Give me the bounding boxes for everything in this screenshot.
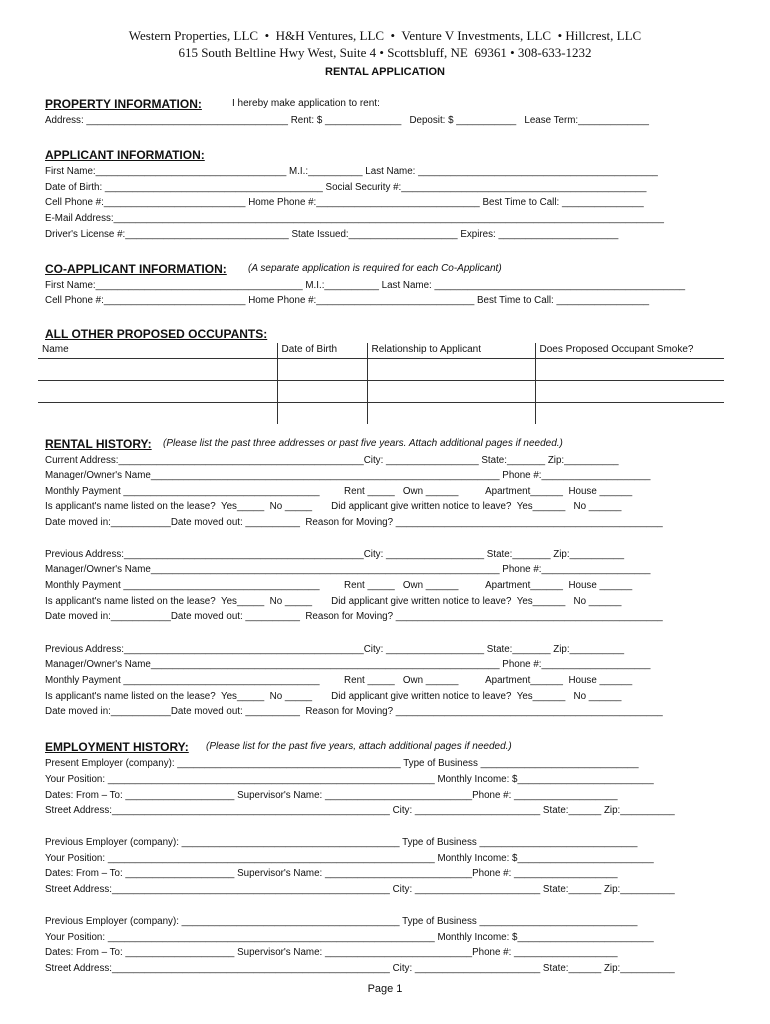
previous-address-line[interactable]: Previous Address:____________________________________________City: __________________ State:_______ Zip:__________ bbox=[45, 644, 625, 655]
applicant-email-line[interactable]: E-Mail Address:_____________________________________________________________________________________________________ bbox=[45, 213, 664, 224]
coapplicant-name-line[interactable]: First Name:______________________________________ M.I.:__________ Last Name: ______________________________________________ bbox=[45, 280, 686, 291]
previous-manager-line[interactable]: Manager/Owner's Name________________________________________________________________ Phone #:____________________ bbox=[45, 564, 651, 575]
employer-line[interactable]: Previous Employer (company): ________________________________________ Type of Business _____________________________ bbox=[45, 916, 638, 927]
previous-dates-line[interactable]: Date moved in:___________Date moved out: __________ Reason for Moving? _________________________________________________ bbox=[45, 611, 663, 622]
previous-payment-line[interactable]: Monthly Payment ____________________________________ Rent _____ Own ______ Apartment______ House ______ bbox=[45, 580, 633, 591]
rental-history-note: (Please list the past three addresses or past five years. Attach additional pages if needed.) bbox=[163, 438, 563, 449]
coapplicant-heading: CO-APPLICANT INFORMATION: bbox=[45, 262, 227, 276]
previous-address-line[interactable]: Previous Address:____________________________________________City: __________________ State:_______ Zip:__________ bbox=[45, 549, 625, 560]
occupant-relationship-cell[interactable] bbox=[367, 402, 535, 424]
occupant-dob-cell[interactable] bbox=[277, 358, 367, 380]
occupant-name-cell[interactable] bbox=[38, 402, 277, 424]
occupant-row[interactable] bbox=[38, 380, 724, 402]
col-name: Name bbox=[38, 343, 277, 358]
coapplicant-note: (A separate application is required for each Co-Applicant) bbox=[248, 263, 502, 274]
form-title: RENTAL APPLICATION bbox=[325, 66, 445, 78]
occupant-relationship-cell[interactable] bbox=[367, 380, 535, 402]
col-dob: Date of Birth bbox=[277, 343, 367, 358]
coapplicant-phone-line[interactable]: Cell Phone #:__________________________ Home Phone #:_____________________________ Best Time to Call: _________________ bbox=[45, 295, 650, 306]
applicant-phone-line[interactable]: Cell Phone #:__________________________ Home Phone #:______________________________ Best Time to Call: _______________ bbox=[45, 197, 644, 208]
occupant-relationship-cell[interactable] bbox=[367, 358, 535, 380]
position-line[interactable]: Your Position: ____________________________________________________________ Monthly Income: $_________________________ bbox=[45, 853, 654, 864]
position-line[interactable]: Your Position: ____________________________________________________________ Monthly Income: $_________________________ bbox=[45, 774, 654, 785]
occupant-smoke-cell[interactable] bbox=[535, 402, 724, 424]
position-line[interactable]: Your Position: ____________________________________________________________ Monthly Income: $_________________________ bbox=[45, 932, 654, 943]
applicant-dob-line[interactable]: Date of Birth: ________________________________________ Social Security #:_____________________________________________ bbox=[45, 182, 647, 193]
occupant-smoke-cell[interactable] bbox=[535, 380, 724, 402]
employment-dates-line[interactable]: Dates: From – To: ____________________ Supervisor's Name: ___________________________Phone #: ___________________ bbox=[45, 947, 618, 958]
applicant-license-line[interactable]: Driver's License #:______________________________ State Issued:____________________ Expires: ______________________ bbox=[45, 229, 619, 240]
previous-lease-line[interactable]: Is applicant's name listed on the lease? Yes_____ No _____ Did applicant give written notice to leave? Yes______ No ______ bbox=[45, 596, 622, 607]
company-names: Western Properties, LLC • H&H Ventures, LLC • Venture V Investments, LLC • Hillcrest, LLC bbox=[128, 28, 642, 43]
occupant-name-cell[interactable] bbox=[38, 380, 277, 402]
employer-line[interactable]: Previous Employer (company): ________________________________________ Type of Business _____________________________ bbox=[45, 837, 638, 848]
current-address-line[interactable]: Current Address:_____________________________________________City: _________________ State:_______ Zip:__________ bbox=[45, 455, 619, 466]
occupants-heading: ALL OTHER PROPOSED OCCUPANTS: bbox=[45, 327, 268, 341]
applicant-name-line[interactable]: First Name:___________________________________ M.I.:__________ Last Name: ____________________________________________ bbox=[45, 166, 658, 177]
occupant-smoke-cell[interactable] bbox=[535, 358, 724, 380]
employer-street-line[interactable]: Street Address:___________________________________________________ City: _______________________ State:______ Zip:__________ bbox=[45, 963, 675, 974]
occupants-header-row bbox=[38, 343, 724, 358]
employment-dates-line[interactable]: Dates: From – To: ____________________ Supervisor's Name: ___________________________Phone #: ___________________ bbox=[45, 790, 618, 801]
occupants-table bbox=[38, 343, 724, 424]
employer-street-line[interactable]: Street Address:___________________________________________________ City: _______________________ State:______ Zip:__________ bbox=[45, 884, 675, 895]
occupant-row[interactable] bbox=[38, 402, 724, 424]
current-lease-line[interactable]: Is applicant's name listed on the lease? Yes_____ No _____ Did applicant give written notice to leave? Yes______ No ______ bbox=[45, 501, 622, 512]
employment-heading: EMPLOYMENT HISTORY: bbox=[45, 740, 189, 754]
employment-note: (Please list for the past five years, attach additional pages if needed.) bbox=[206, 741, 512, 752]
occupant-row[interactable] bbox=[38, 358, 724, 380]
current-dates-line[interactable]: Date moved in:___________Date moved out: __________ Reason for Moving? _________________________________________________ bbox=[45, 517, 663, 528]
rental-history-heading: RENTAL HISTORY: bbox=[45, 437, 152, 451]
company-address: 615 South Beltline Hwy West, Suite 4 • Scottsbluff, NE 69361 • 308-633-1232 bbox=[178, 45, 592, 60]
occupant-dob-cell[interactable] bbox=[277, 380, 367, 402]
property-heading: PROPERTY INFORMATION: bbox=[45, 97, 202, 111]
previous-dates-line[interactable]: Date moved in:___________Date moved out: __________ Reason for Moving? _________________________________________________ bbox=[45, 706, 663, 717]
occupant-name-cell[interactable] bbox=[38, 358, 277, 380]
employer-line[interactable]: Present Employer (company): _________________________________________ Type of Business _____________________________ bbox=[45, 758, 639, 769]
occupant-dob-cell[interactable] bbox=[277, 402, 367, 424]
previous-lease-line[interactable]: Is applicant's name listed on the lease? Yes_____ No _____ Did applicant give written notice to leave? Yes______ No ______ bbox=[45, 691, 622, 702]
current-manager-line[interactable]: Manager/Owner's Name________________________________________________________________ Phone #:____________________ bbox=[45, 470, 651, 481]
property-intro: I hereby make application to rent: bbox=[232, 98, 380, 109]
page-number: Page 1 bbox=[367, 983, 403, 995]
col-smoke: Does Proposed Occupant Smoke? bbox=[535, 343, 724, 358]
col-relationship: Relationship to Applicant bbox=[367, 343, 535, 358]
property-address-line[interactable]: Address: _____________________________________ Rent: $ ______________ Deposit: $ ___________ Lease Term:_____________ bbox=[45, 115, 649, 126]
previous-payment-line[interactable]: Monthly Payment ____________________________________ Rent _____ Own ______ Apartment______ House ______ bbox=[45, 675, 633, 686]
applicant-heading: APPLICANT INFORMATION: bbox=[45, 148, 205, 162]
current-payment-line[interactable]: Monthly Payment ____________________________________ Rent _____ Own ______ Apartment______ House ______ bbox=[45, 486, 633, 497]
employment-dates-line[interactable]: Dates: From – To: ____________________ Supervisor's Name: ___________________________Phone #: ___________________ bbox=[45, 868, 618, 879]
previous-manager-line[interactable]: Manager/Owner's Name________________________________________________________________ Phone #:____________________ bbox=[45, 659, 651, 670]
employer-street-line[interactable]: Street Address:___________________________________________________ City: _______________________ State:______ Zip:__________ bbox=[45, 805, 675, 816]
